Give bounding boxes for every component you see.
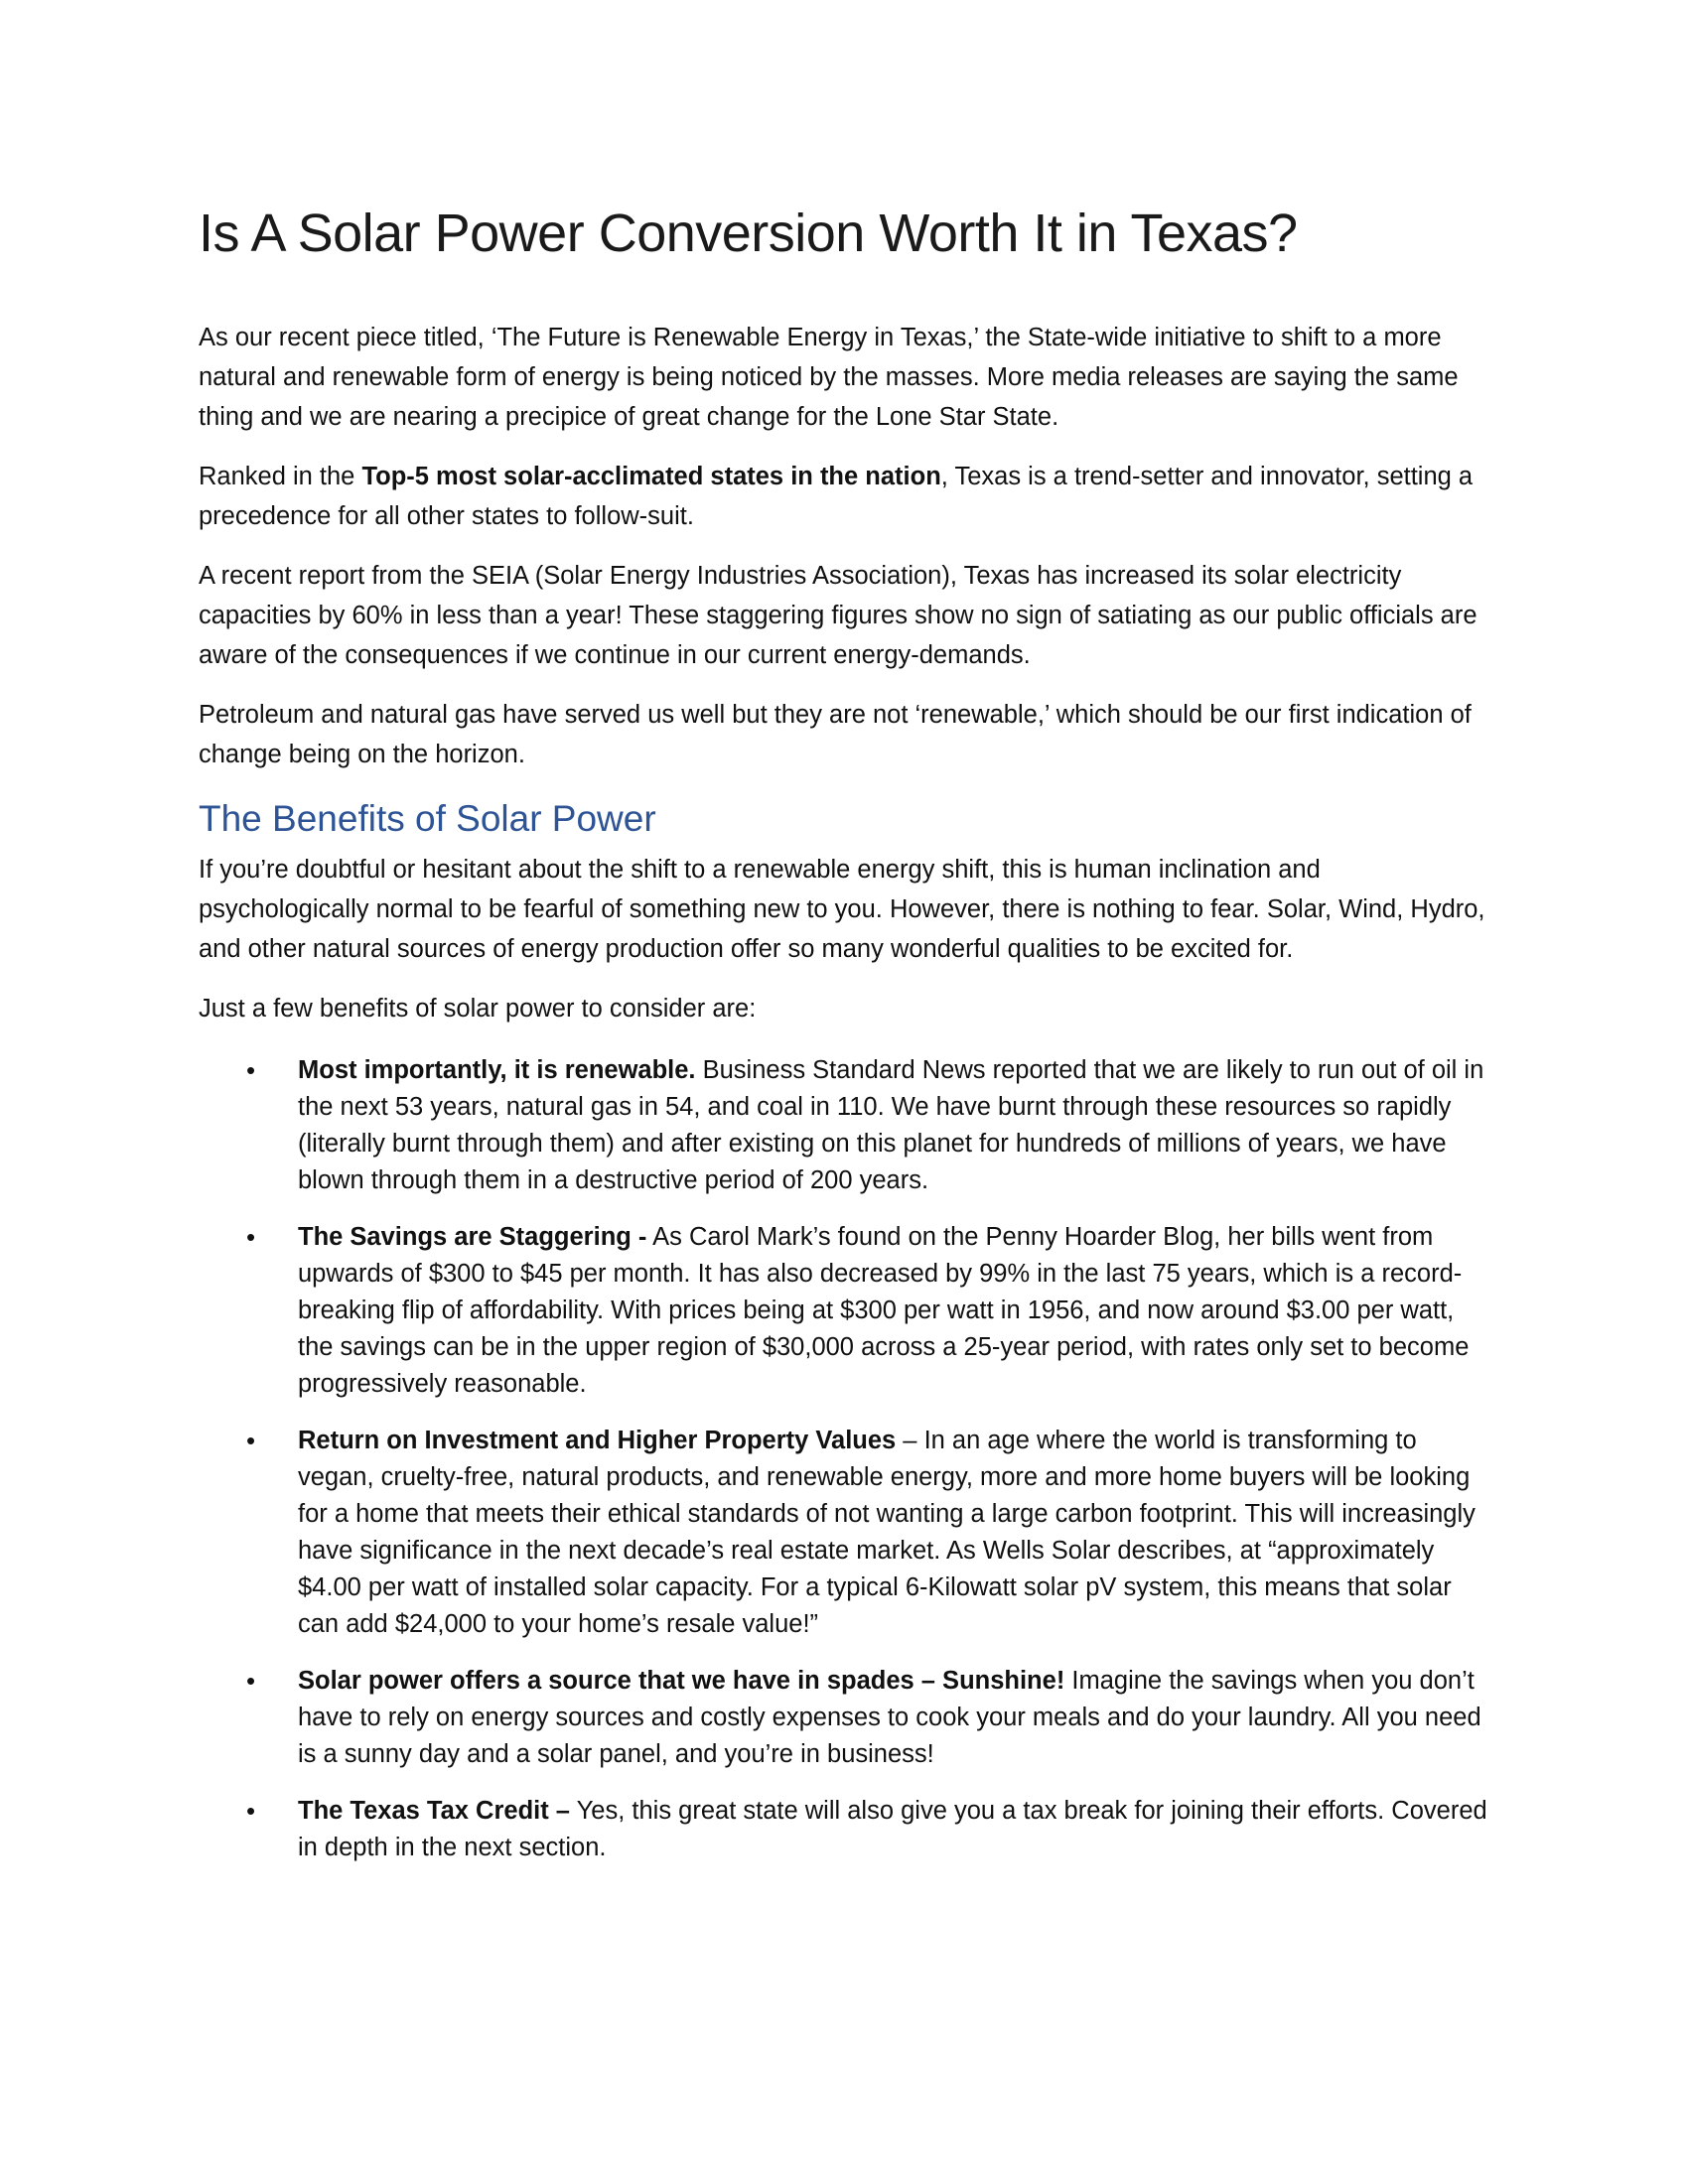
list-item-text: Business Standard News reported that we are likely to run out of oil in the next 53 years, natural gas in 54, and coal in 110. We have burnt through these resources so rapidly (literally burnt through them) and after existing on this planet for hundreds of millions of years, we have blown through them in a destructive period of 200 years. xyxy=(298,1056,1484,1194)
bullet-icon: • xyxy=(246,1796,256,1826)
benefits-paragraph-2: Just a few benefits of solar power to consider are: xyxy=(199,995,757,1023)
benefits-paragraph-1: If you’re doubtful or hesitant about the shift to a renewable energy shift, this is human inclination and psychologically normal to be fearful of something new to you. However, there is nothing to fear. Solar, Wind, Hydro, and other natural sources of energy production offer so many wonderful qualities to be excited for. xyxy=(199,856,1485,963)
list-item-lead: Solar power offers a source that we have in spades – Sunshine! xyxy=(298,1667,1065,1695)
section-heading-benefits: The Benefits of Solar Power xyxy=(199,798,656,839)
list-item xyxy=(199,1423,1489,1643)
intro-paragraph-2-rest: , Texas is a trend-setter and innovator, setting a precedence for all other states to follow-suit. xyxy=(199,463,1474,530)
list-item xyxy=(199,1793,1489,1866)
benefits-list xyxy=(199,1052,1489,1866)
intro-paragraph-4: Petroleum and natural gas have served us well but they are not ‘renewable,’ which should be our first indication of change being on the horizon. xyxy=(199,701,1472,768)
bullet-icon: • xyxy=(246,1055,256,1085)
list-item xyxy=(199,1663,1489,1773)
list-item-text: As Carol Mark’s found on the Penny Hoarder Blog, her bills went from upwards of $300 to $45 per month. It has also decreased by 99% in the last 75 years, which is a record-breaking flip of affordability. With prices being at $300 per watt in 1956, and now around $3.00 per watt, the savings can be in the upper region of $30,000 across a 25-year period, with rates only set to become progressively reasonable. xyxy=(298,1223,1470,1398)
intro-paragraph-1: As our recent piece titled, ‘The Future is Renewable Energy in Texas,’ the State-wide initiative to shift to a more natural and renewable form of energy is being noticed by the masses. More media releases are saying the same thing and we are nearing a precipice of great change for the Lone Star State. xyxy=(199,324,1459,431)
list-item-text: Yes, this great state will also give you a tax break for joining their efforts. Covered in depth in the next section. xyxy=(298,1797,1487,1861)
list-item xyxy=(199,1219,1489,1403)
list-item-lead: Return on Investment and Higher Property Values xyxy=(298,1427,897,1454)
list-item-lead: The Savings are Staggering - xyxy=(298,1223,647,1251)
bullet-icon: • xyxy=(246,1426,256,1455)
list-item-text: Imagine the savings when you don’t have to rely on energy sources and costly expenses to cook your meals and do your laundry. All you need is a sunny day and a solar panel, and you’re in business! xyxy=(298,1667,1481,1768)
bullet-icon: • xyxy=(246,1222,256,1252)
list-item-lead: Most importantly, it is renewable. xyxy=(298,1056,696,1084)
bullet-icon: • xyxy=(246,1666,256,1696)
document-page xyxy=(199,199,1489,1886)
intro-paragraph-2-lead: Ranked in the xyxy=(199,463,362,490)
page-title: Is A Solar Power Conversion Worth It in Texas? xyxy=(199,204,1298,263)
intro-paragraph-3: A recent report from the SEIA (Solar Energy Industries Association), Texas has increased its solar electricity capacities by 60% in less than a year! These staggering figures show no sign of satiating as our public officials are aware of the consequences if we continue in our current energy-demands. xyxy=(199,562,1477,669)
intro-paragraph-2 xyxy=(199,457,1489,536)
list-item-lead: The Texas Tax Credit – xyxy=(298,1797,570,1825)
list-item-text: – In an age where the world is transforming to vegan, cruelty-free, natural products, and renewable energy, more and more home buyers will be looking for a home that meets their ethical standards of not wanting a large carbon footprint. This will increasingly have significance in the next decade’s real estate market. As Wells Solar describes, at “approximately $4.00 per watt of installed solar capacity. For a typical 6-Kilowatt solar pV system, this means that solar can add $24,000 to your home’s resale value!” xyxy=(298,1427,1476,1638)
intro-paragraph-2-emphasis: Top-5 most solar-acclimated states in the nation xyxy=(361,463,941,490)
list-item xyxy=(199,1052,1489,1199)
